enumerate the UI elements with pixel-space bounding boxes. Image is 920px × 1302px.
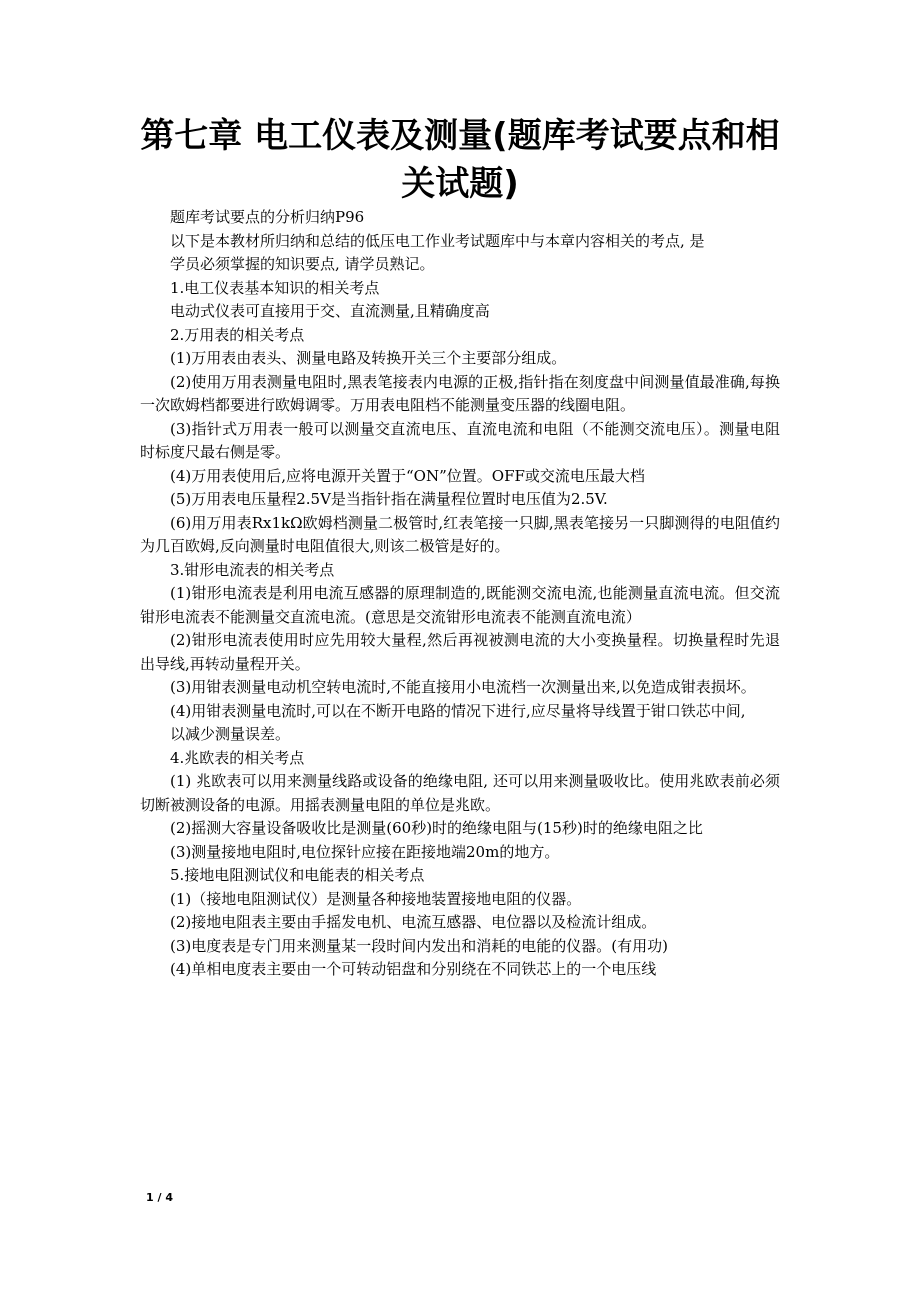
- paragraph: (2)钳形电流表使用时应先用较大量程,然后再视被测电流的大小变换量程。切换量程时先退出导线,再转动量程开关。: [140, 631, 780, 673]
- section-heading: 3.钳形电流表的相关考点: [170, 560, 335, 579]
- paragraph: (1)万用表由表头、测量电路及转换开关三个主要部分组成。: [170, 349, 567, 367]
- paragraph: (3)用钳表测量电动机空转电流时,不能直接用小电流档一次测量出来,以免造成钳表损坏。: [170, 678, 756, 696]
- page-number: 1 / 4: [146, 1191, 173, 1204]
- paragraph: (2)摇测大容量设备吸收比是测量(60秒)时的绝缘电阻与(15秒)时的绝缘电阻之比: [170, 819, 703, 837]
- section-heading: 5.接地电阻测试仪和电能表的相关考点: [170, 866, 425, 884]
- paragraph: 以下是本教材所归纳和总结的低压电工作业考试题库中与本章内容相关的考点, 是: [170, 231, 705, 250]
- paragraph: (4)单相电度表主要由一个可转动铝盘和分别绕在不同铁芯上的一个电压线: [170, 960, 657, 978]
- body-text: [140, 206, 780, 982]
- paragraph: 题库考试要点的分析归纳P96: [170, 208, 365, 226]
- paragraph: (2)接地电阻表主要由手摇发电机、电流互感器、电位器以及检流计组成。: [170, 913, 657, 931]
- paragraph: (1)（接地电阻测试仪）是测量各种接地装置接地电阻的仪器。: [170, 889, 582, 908]
- page-title: 第七章 电工仪表及测量(题库考试要点和相关试题): [140, 116, 780, 204]
- section-heading: 1.电工仪表基本知识的相关考点: [170, 278, 380, 297]
- section-heading: 4.兆欧表的相关考点: [170, 748, 305, 767]
- paragraph: (3)电度表是专门用来测量某一段时间内发出和消耗的电能的仪器。(有用功): [170, 936, 668, 955]
- paragraph: (1)钳形电流表是利用电流互感器的原理制造的,既能测交流电流,也能测量直流电流。但交流钳形电流表不能测量交直流电流。(意思是交流钳形电流表不能测直流电流）: [140, 584, 780, 626]
- paragraph: 电动式仪表可直接用于交、直流测量,且精确度高: [170, 302, 490, 320]
- paragraph: 以减少测量误差。: [170, 725, 291, 743]
- paragraph: (4)用钳表测量电流时,可以在不断开电路的情况下进行,应尽量将导线置于钳口铁芯中间,: [170, 701, 746, 720]
- paragraph: (1) 兆欧表可以用来测量线路或设备的绝缘电阻, 还可以用来测量吸收比。使用兆欧表前必须切断被测设备的电源。用摇表测量电阻的单位是兆欧。: [140, 772, 780, 814]
- paragraph: (3)测量接地电阻时,电位探针应接在距接地端20m的地方。: [170, 842, 560, 861]
- paragraph: (4)万用表使用后,应将电源开关置于“ON”位置。OFF或交流电压最大档: [170, 466, 645, 485]
- paragraph: (5)万用表电压量程2.5V是当指针指在满量程位置时电压值为2.5V.: [170, 490, 608, 508]
- section-heading: 2.万用表的相关考点: [170, 325, 305, 344]
- paragraph: 学员必须掌握的知识要点, 请学员熟记。: [170, 255, 435, 273]
- paragraph: (3)指针式万用表一般可以测量交直流电压、直流电流和电阻（不能测交流电压）。测量电阻时标度尺最右侧是零。: [140, 419, 780, 461]
- paragraph: (6)用万用表Rx1kΩ欧姆档测量二极管时,红表笔接一只脚,黑表笔接另一只脚测得的电阻值约为几百欧姆,反向测量时电阻值很大,则该二极管是好的。: [140, 513, 780, 555]
- paragraph: (2)使用万用表测量电阻时,黑表笔接表内电源的正极,指针指在刻度盘中间测量值最准确,每换一次欧姆档都要进行欧姆调零。万用表电阻档不能测量变压器的线圈电阻。: [140, 372, 780, 414]
